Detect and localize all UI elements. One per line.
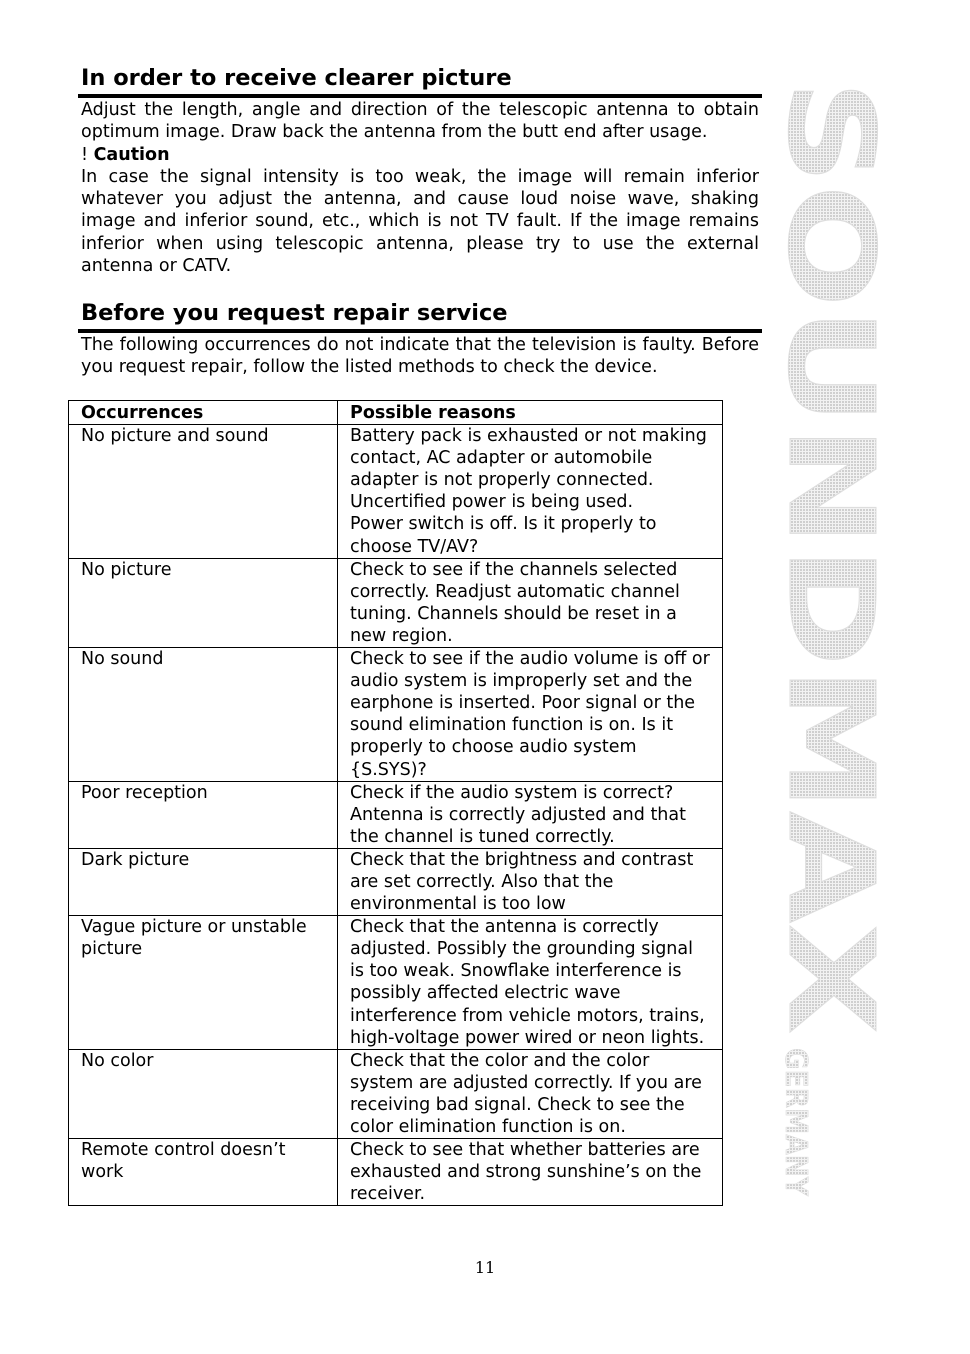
troubleshooting-table	[68, 400, 723, 1206]
reason-cell: Check to see if the channels selected correctly. Readjust automatic channel tuning. Channels should be reset in a new region.	[338, 558, 723, 647]
header-possible-reasons: Possible reasons	[338, 401, 723, 425]
reason-cell: Check to see if the audio volume is off or audio system is improperly set and the earphone is inserted. Poor signal or the sound elimination function is on. Is it properly to choose audio system {S.SYS)?	[338, 648, 723, 782]
table-header-row	[69, 401, 723, 425]
occurrence-cell: Remote control doesn’t work	[69, 1139, 338, 1206]
table-row	[69, 916, 723, 1050]
table-row	[69, 1049, 723, 1138]
occurrence-cell: No sound	[69, 648, 338, 782]
table-row	[69, 781, 723, 848]
section-heading-clearer-picture: In order to receive clearer picture	[78, 64, 762, 98]
header-occurrences: Occurrences	[69, 401, 338, 425]
table-row	[69, 558, 723, 647]
page-number: 11	[474, 1258, 496, 1277]
table-row	[69, 425, 723, 559]
table-row	[69, 648, 723, 782]
reason-text: Battery pack is exhausted or not making contact, AC adapter or automobile adapter is not properly connected. Uncertified power is being used.	[350, 426, 707, 513]
reason-cell: Check to see that whether batteries are exhausted and strong sunshine’s on the receiver.	[338, 1139, 723, 1206]
occurrence-cell: Vague picture or unstable picture	[69, 916, 338, 1050]
watermark-tagline: GERMANY	[778, 1048, 813, 1217]
caution-label: Caution	[93, 145, 170, 165]
reason-text-extra: Power switch is off. Is it properly to choose TV/AV?	[350, 514, 657, 557]
occurrence-cell: Poor reception	[69, 781, 338, 848]
antenna-adjust-paragraph: Adjust the length, angle and direction of the telescopic antenna to obtain optimum image. Draw back the antenna from the butt end after usage.	[81, 100, 759, 143]
reason-cell: Check if the audio system is correct? Antenna is correctly adjusted and that the channel is tuned correctly.	[338, 781, 723, 848]
repair-intro-paragraph: The following occurrences do not indicate that the television is faulty. Before you request repair, follow the listed methods to check the device.	[81, 335, 759, 378]
reason-cell	[338, 425, 723, 559]
occurrence-cell: No color	[69, 1049, 338, 1138]
occurrence-cell: No picture	[69, 558, 338, 647]
table-row	[69, 1139, 723, 1206]
occurrence-cell: No picture and sound	[69, 425, 338, 559]
reason-cell: Check that the brightness and contrast are set correctly. Also that the environmental is too low	[338, 848, 723, 915]
reason-cell: Check that the color and the color system are adjusted correctly. If you are receiving bad signal. Check to see the color elimination function is on.	[338, 1049, 723, 1138]
table-row	[69, 848, 723, 915]
caution-title	[81, 144, 170, 166]
reason-cell: Check that the antenna is correctly adjusted. Possibly the grounding signal is too weak. Snowflake interference is possibly affected electric wave interference from vehicle motors, trains, high-voltage power wired or neon lights.	[338, 916, 723, 1050]
occurrence-cell: Dark picture	[69, 848, 338, 915]
soundmax-watermark-logo	[762, 80, 900, 1217]
caution-paragraph: In case the signal intensity is too weak, the image will remain inferior whatever you adjust the antenna, and cause loud noise wave, shaking image and inferior sound, etc., which is not TV fault. If the image remains inferior when using telescopic antenna, please try to use the external antenna or CATV.	[81, 167, 759, 276]
caution-mark: !	[81, 145, 94, 165]
watermark-brand: SOUNDMAX	[762, 80, 900, 858]
section-heading-repair-service: Before you request repair service	[78, 299, 762, 333]
